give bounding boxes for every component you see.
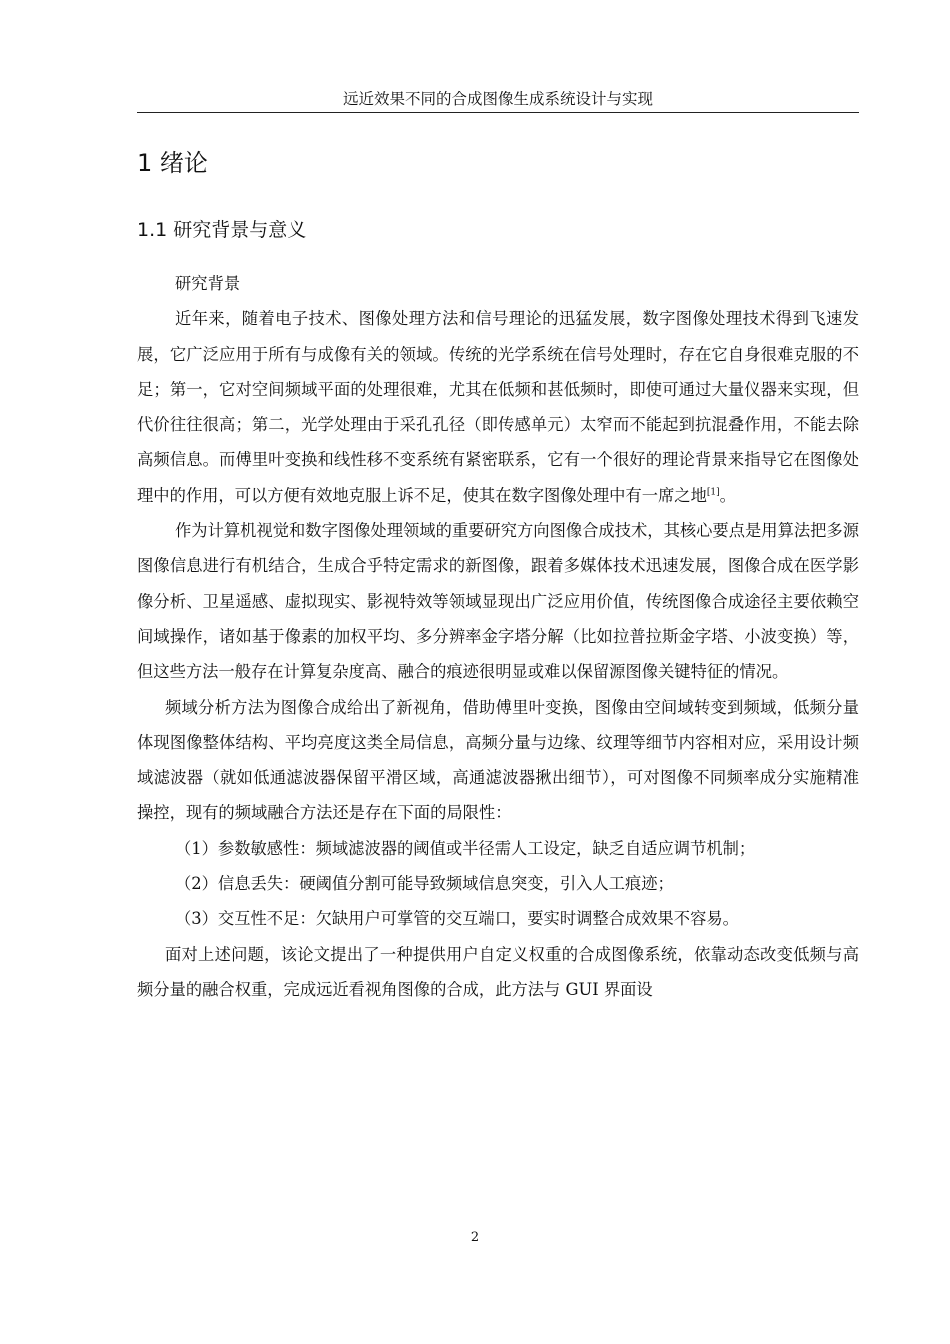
chapter-title: 1 绪论 <box>137 149 208 177</box>
subheading: 研究背景 <box>175 274 241 293</box>
list-item-1: （1）参数敏感性：频域滤波器的阈值或半径需人工设定，缺乏自适应调节机制； <box>175 838 756 858</box>
paragraph-1-end: 。 <box>719 485 736 505</box>
running-header: 远近效果不同的合成图像生成系统设计与实现 <box>137 88 859 113</box>
paragraph-4: 面对上述问题，该论文提出了一种提供用户自定义权重的合成图像系统，依靠动态改变低频与高频分量的融合权重，完成远近看视角图像的合成，此方法与 GUI 界面设 <box>137 944 859 999</box>
paragraph-1 <box>137 301 859 513</box>
list-item-3: （3）交互性不足：欠缺用户可掌管的交互端口，要实时调整合成效果不容易。 <box>175 909 739 929</box>
paragraph-3: 频域分析方法为图像合成给出了新视角，借助傅里叶变换，图像由空间域转变到频域，低频分量体现图像整体结构、平均亮度这类全局信息，高频分量与边缘、纹理等细节内容相对应，采用设计频域滤波器（就如低通滤波器保留平滑区域，高通滤波器揪出细节），可对图像不同频率成分实施精准操控，现有的频域融合方法还是存在下面的局限性： <box>137 697 859 823</box>
citation-ref: [1] <box>706 487 720 498</box>
section-title: 1.1 研究背景与意义 <box>137 219 307 241</box>
paragraph-1-text: 近年来，随着电子技术、图像处理方法和信号理论的迅猛发展，数字图像处理技术得到飞速发展，它广泛应用于所有与成像有关的领域。传统的光学系统在信号处理时，存在它自身很难克服的不足；第一，它对空间频域平面的处理很难，尤其在低频和甚低频时，即使可通过大量仪器来实现，但代价往往很高；第二，光学处理由于采孔孔径（即传感单元）太窄而不能起到抗混叠作用，不能去除高频信息。而傅里叶变换和线性移不变系统有紧密联系，它有一个很好的理论背景来指导它在图像处理中的作用，可以方便有效地克服上诉不足，使其在数字图像处理中有一席之地 <box>137 309 859 505</box>
paragraph-2: 作为计算机视觉和数字图像处理领域的重要研究方向图像合成技术，其核心要点是用算法把多源图像信息进行有机结合，生成合乎特定需求的新图像，跟着多媒体技术迅速发展，图像合成在医学影像分析、卫星遥感、虚拟现实、影视特效等领域显现出广泛应用价值，传统图像合成途径主要依赖空间域操作，诸如基于像素的加权平均、多分辨率金字塔分解（比如拉普拉斯金字塔、小波变换）等，但这些方法一般存在计算复杂度高、融合的痕迹很明显或难以保留源图像关键特征的情况。 <box>137 521 859 682</box>
page-number: 2 <box>470 1230 480 1245</box>
body-text <box>137 266 859 1007</box>
list-item-2: （2）信息丢失：硬阈值分割可能导致频域信息突变，引入人工痕迹； <box>175 874 674 894</box>
